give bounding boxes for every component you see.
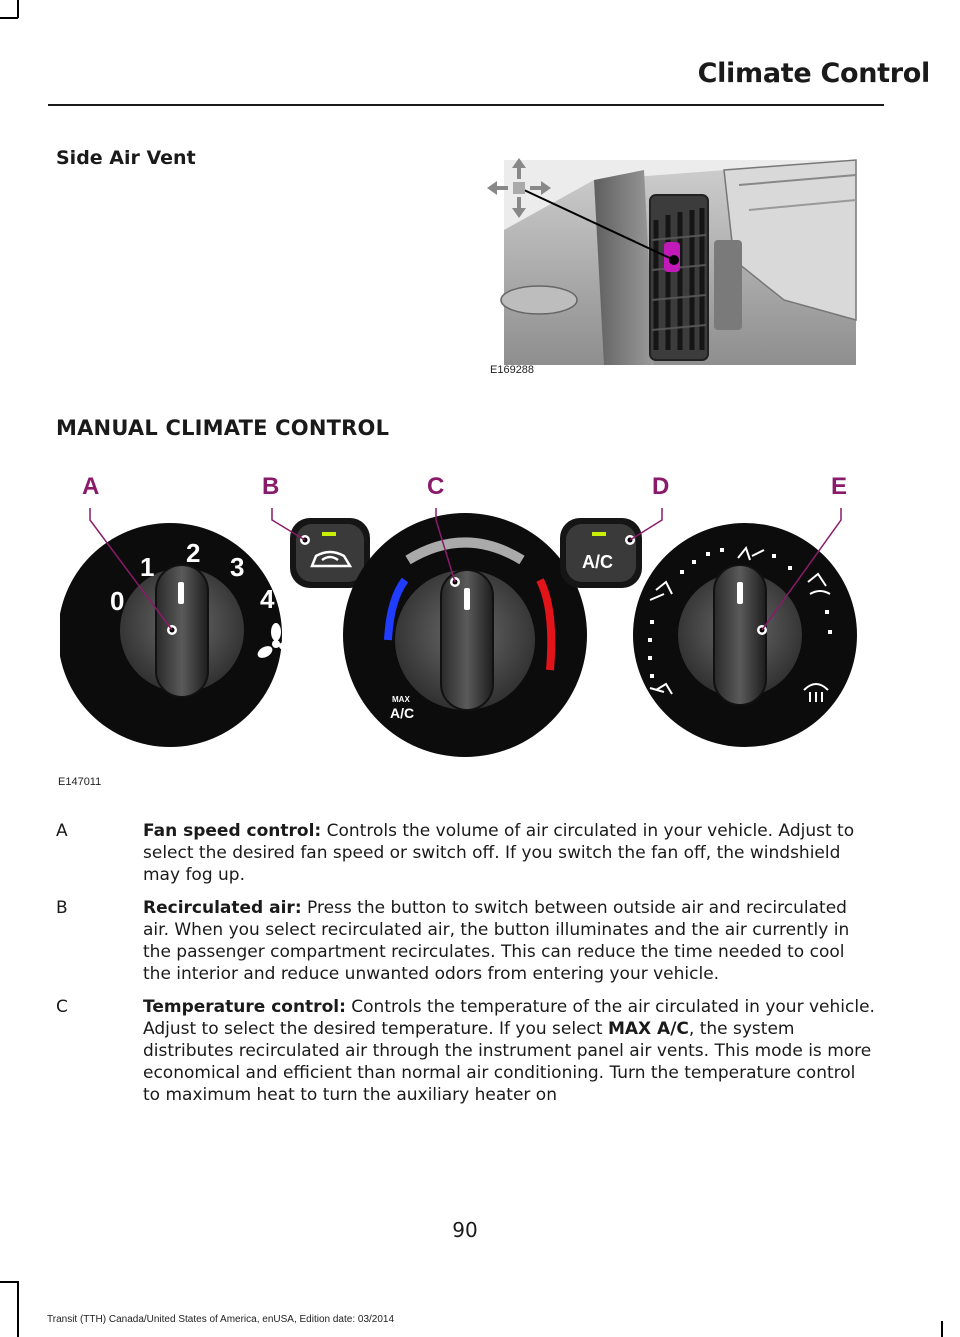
callout-d: D <box>652 473 670 500</box>
crop-mark-bl-h <box>0 1281 18 1283</box>
item-text: Controls the volume of air circulated in your vehicle. Adjust to select the desired fan speed or switch off. If you switch the fan off, the windshield may fog up. <box>143 821 855 885</box>
fan-level-2: 2 <box>186 538 201 568</box>
fan-level-4: 4 <box>260 584 275 614</box>
fan-level-0: 0 <box>110 586 125 616</box>
crop-mark-bl-v <box>17 1281 19 1337</box>
callout-a: A <box>82 473 100 500</box>
item-letter: C <box>56 997 68 1017</box>
page-number: 90 <box>452 1218 478 1242</box>
header-rule <box>48 104 884 106</box>
figure-code-vent: E169288 <box>490 364 535 376</box>
item-term: Recirculated air: <box>143 898 302 918</box>
item-text-after: , the system distributes recirculated air through the instrument panel air vents. This mode is more economical and efficient than normal air conditioning. Turn the temperature control to maximum heat to turn the auxiliary heater on <box>143 1019 872 1105</box>
item-letter: A <box>56 821 68 841</box>
callout-e: E <box>831 473 848 500</box>
ac-button <box>560 518 642 588</box>
figure-code-panel: E147011 <box>58 776 102 788</box>
item-term: Temperature control: <box>143 997 346 1017</box>
page-footer: Transit (TTH) Canada/United States of America, enUSA, Edition date: 03/2014 <box>47 1314 395 1325</box>
crop-mark-tl-h <box>0 17 18 19</box>
item-letter: B <box>56 898 68 918</box>
fan-speed-dial <box>60 523 297 747</box>
fan-level-3: 3 <box>230 552 245 582</box>
air-distribution-dial <box>633 523 857 747</box>
item-term: Fan speed control: <box>143 821 322 841</box>
item-keyword: MAX A/C <box>607 1019 689 1039</box>
climate-panel-figure <box>60 470 880 775</box>
item-body <box>143 996 876 1106</box>
item-body <box>143 897 876 985</box>
crop-mark-br-v <box>941 1321 943 1337</box>
list-item <box>56 897 876 985</box>
max-ac-label: A/C <box>390 705 415 721</box>
description-list <box>56 820 876 1117</box>
page-title: Climate Control <box>697 58 930 89</box>
item-text: Controls the temperature of the air circulated in your vehicle. Adjust to select the desired temperature. If you select <box>143 997 875 1039</box>
item-body <box>143 820 876 886</box>
list-item <box>56 820 876 886</box>
fan-level-1: 1 <box>140 552 155 582</box>
callout-c: C <box>427 473 445 500</box>
section-heading-side-air-vent: Side Air Vent <box>56 147 196 169</box>
side-air-vent-figure <box>484 150 864 370</box>
callout-b: B <box>262 473 280 500</box>
max-label: MAX <box>392 695 410 704</box>
item-text: Press the button to switch between outside air and recirculated air. When you select recirculated air, the button illuminates and the air currently in the passenger compartment recirculates. This can reduce the time needed to cool the interior and reduce unwanted odors from entering your vehicle. <box>143 898 850 984</box>
section-heading-manual-climate: MANUAL CLIMATE CONTROL <box>56 416 390 440</box>
temperature-dial <box>343 513 587 757</box>
list-item <box>56 996 876 1106</box>
ac-button-label: A/C <box>582 552 613 572</box>
crop-mark-tl-v <box>17 0 19 18</box>
